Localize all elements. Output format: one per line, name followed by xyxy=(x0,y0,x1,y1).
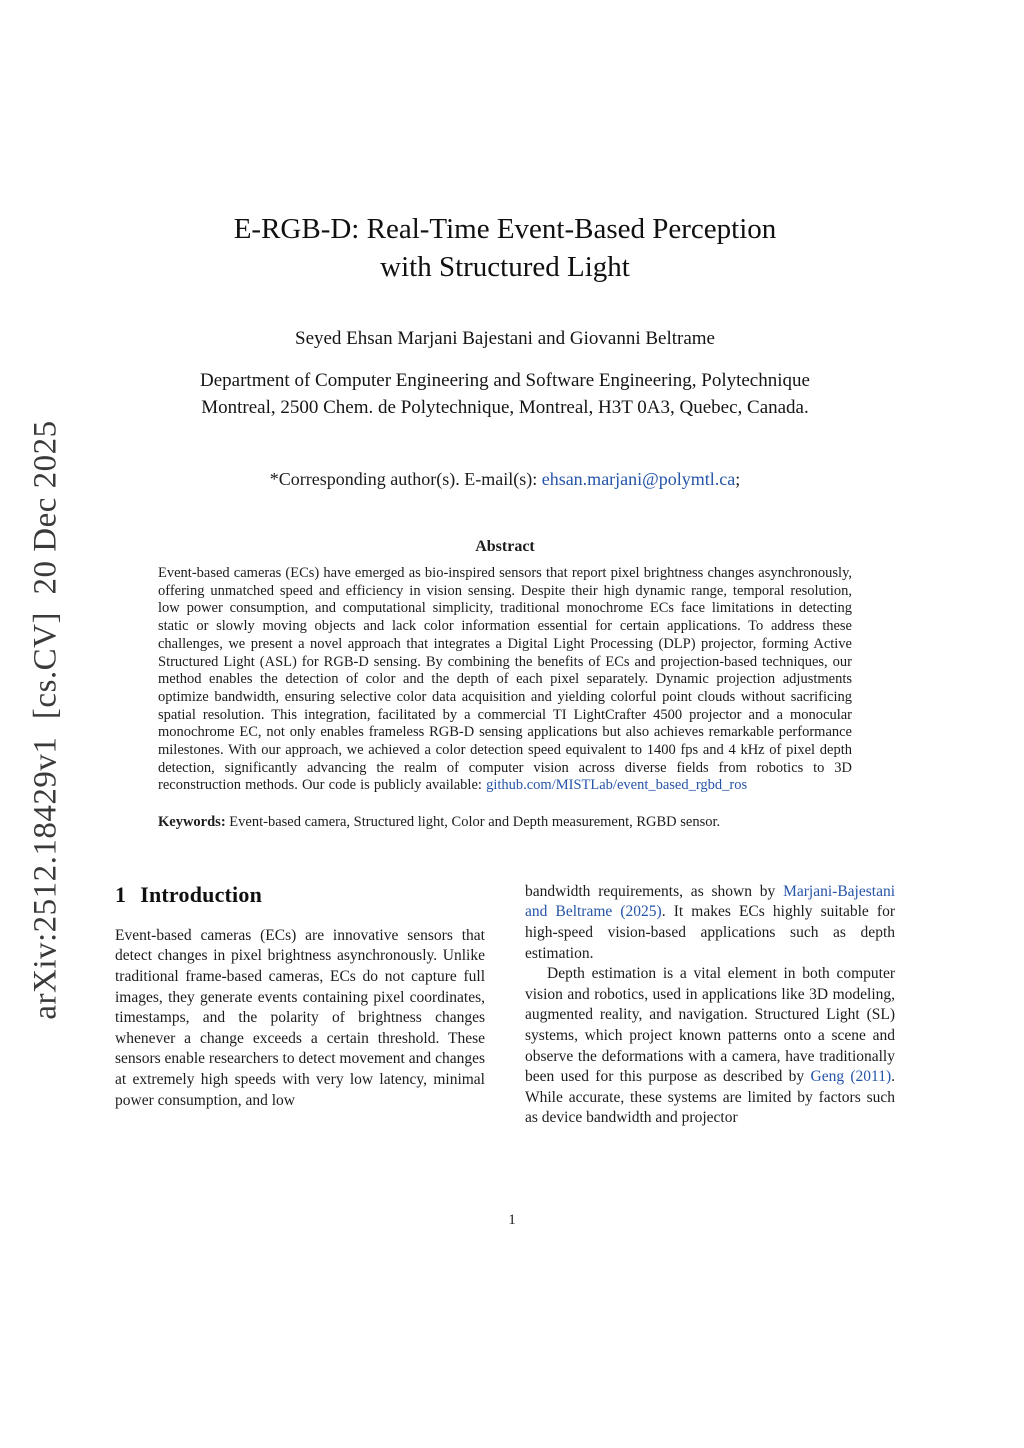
corresponding-email-link[interactable]: ehsan.marjani@polymtl.ca xyxy=(541,469,736,489)
citation-geng[interactable]: Geng xyxy=(810,1068,845,1086)
intro-right-paragraph-2 xyxy=(525,964,895,1129)
corresponding-author-line xyxy=(115,469,895,490)
section-title: Introduction xyxy=(140,881,263,907)
affiliation-line-1: Department of Computer Engineering and Software Engineering, Polytechnique xyxy=(200,370,810,391)
paper-content xyxy=(115,210,895,1129)
authors: Seyed Ehsan Marjani Bajestani and Giovanni Beltrame xyxy=(295,328,715,349)
corresponding-prefix: *Corresponding author(s). E-mail(s): xyxy=(269,469,542,489)
paragraph-text: . While accurate, these systems are limited by factors such as device bandwidth and projector xyxy=(525,1068,896,1127)
corresponding-suffix: ; xyxy=(735,469,741,489)
citation-year-2011[interactable]: (2011) xyxy=(844,1068,892,1086)
abstract-section xyxy=(158,538,852,795)
abstract-text: Event-based cameras (ECs) have emerged as bio-inspired sensors that report pixel brightness changes asynchronously, offering unmatched speed and efficiency in vision sensing. Despite their high dynamic range, temporal resolution, low power consumption, and computational simplicity, traditional monochrome ECs face limitations in detecting static or slowly moving objects and lack color information essential for certain applications. To address these challenges, we present a novel approach that integrates a Digital Light Processing (DLP) projector, forming Active Structured Light (ASL) for RGB-D sensing. By combining the benefits of ECs and projection-based techniques, our method enables the detection of color and the depth of each pixel separately. Dynamic projection adjustments optimize bandwidth, ensuring selective color data acquisition and yielding colorful point clouds without sacrificing spatial resolution. This integration, facilitated by a commercial TI LightCrafter 4500 projector and a monocular monochrome EC, not only enables frameless RGB-D sensing applications but also achieves remarkable performance milestones. With our approach, we achieved a color detection speed equivalent to 1400 fps and 4 kHz of pixel depth detection, significantly advancing the realm of computer vision across diverse fields from robotics to 3D reconstruction methods. Our code is publicly available: xyxy=(158,565,852,794)
arxiv-watermark: arXiv:2512.18429v1 [cs.CV] 20 Dec 2025 xyxy=(27,420,64,1020)
paper-title-line-2: with Structured Light xyxy=(380,251,630,283)
paragraph-text: bandwidth requirements, as shown by xyxy=(525,882,784,900)
paragraph-text: Depth estimation is a vital element in both computer vision and robotics, used in applications like 3D modeling, augmented reality, and navigation. Structured Light (SL) systems, which project known patterns onto a scene and observe the deformations with a camera, have traditionally been used for this purpose as described by xyxy=(525,965,895,1086)
citation-marjani-bajestani-beltrame[interactable]: Marjani-Bajestani and Beltrame xyxy=(525,882,895,921)
abstract-heading: Abstract xyxy=(475,538,535,555)
two-column-body xyxy=(115,882,895,1129)
paper-title-line-1: E-RGB-D: Real-Time Event-Based Perception xyxy=(233,213,777,245)
citation-year-2025[interactable]: (2025) xyxy=(612,903,662,921)
keywords-text: Event-based camera, Structured light, Color and Depth measurement, RGBD sensor. xyxy=(225,814,721,831)
affiliation xyxy=(115,367,895,421)
paper-title xyxy=(115,210,895,286)
section-heading-introduction xyxy=(115,882,485,908)
right-column xyxy=(525,882,895,1129)
affiliation-line-2: Montreal, 2500 Chem. de Polytechnique, Montreal, H3T 0A3, Quebec, Canada. xyxy=(201,397,809,418)
section-number: 1 xyxy=(115,881,127,907)
code-repo-link[interactable]: github.com/MISTLab/event_based_rgbd_ros xyxy=(486,777,748,794)
paragraph-text: . It makes ECs highly suitable for high-speed vision-based applications such as depth estimation. xyxy=(525,903,895,962)
intro-left-paragraph: Event-based cameras (ECs) are innovative sensors that detect changes in pixel brightness asynchronously. Unlike traditional frame-based cameras, ECs do not capture full images, they generate events containing pixel coordinates, timestamps, and the polarity of brightness changes whenever a change exceeds a certain threshold. These sensors enable researchers to detect movement and changes at extremely high speeds with very low latency, minimal power consumption, and low xyxy=(115,926,485,1109)
abstract-body xyxy=(158,565,852,795)
page-number: 1 xyxy=(508,1212,516,1228)
left-column xyxy=(115,882,485,1129)
keywords-label: Keywords: xyxy=(158,814,226,831)
intro-right-paragraph-1 xyxy=(525,882,895,964)
keywords-line xyxy=(158,814,852,832)
